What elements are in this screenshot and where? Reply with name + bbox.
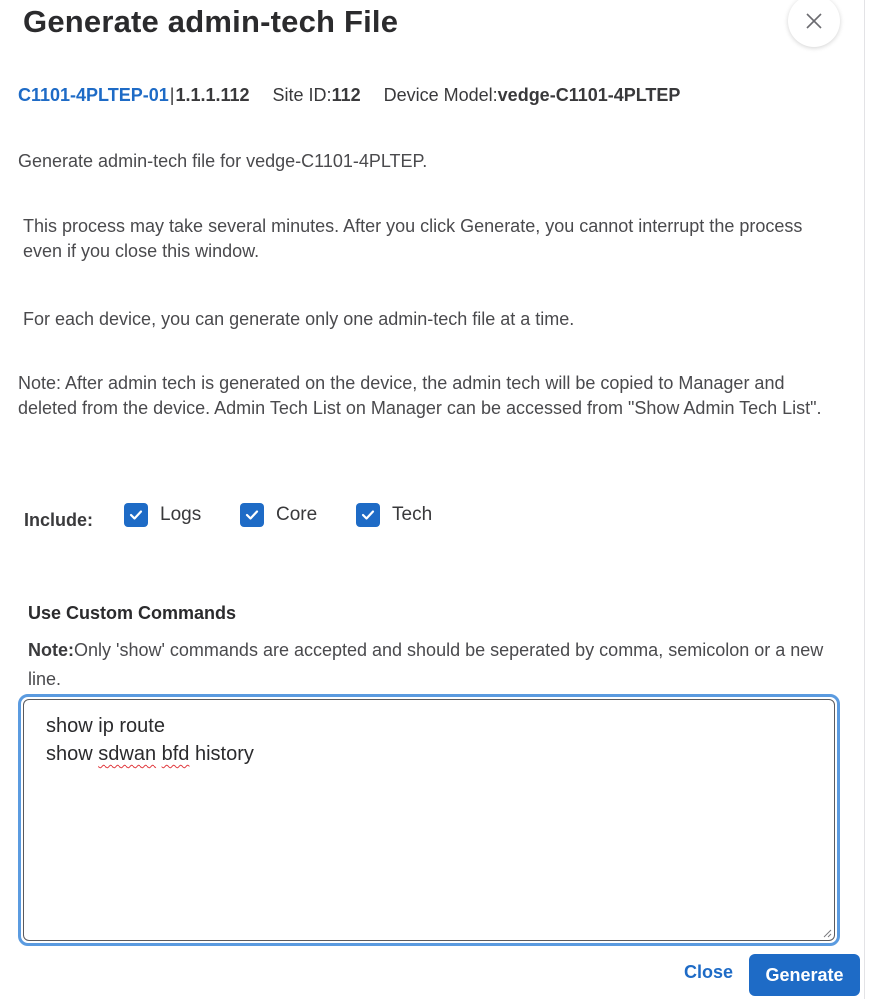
check-icon xyxy=(361,509,375,521)
include-logs-checkbox[interactable] xyxy=(124,503,201,527)
command-text: show ip route xyxy=(46,715,165,737)
close-icon xyxy=(805,12,823,30)
command-line xyxy=(46,712,812,740)
misspelled-word: sdwan xyxy=(98,743,157,765)
custom-commands-note xyxy=(28,636,828,694)
include-core-checkbox[interactable] xyxy=(240,503,317,527)
checkbox-checked[interactable] xyxy=(240,503,264,527)
device-hostname: C1101-4PLTEP-01 xyxy=(18,85,169,105)
dialog-close-button[interactable] xyxy=(788,0,840,47)
include-tech-checkbox[interactable] xyxy=(356,503,432,527)
device-info xyxy=(18,85,680,106)
checkbox-checked[interactable] xyxy=(356,503,380,527)
scrollbar-track xyxy=(864,0,865,999)
command-text: show xyxy=(46,743,99,765)
one-file-text: For each device, you can generate only one admin-tech file at a time. xyxy=(23,309,575,329)
device-model-value: vedge-C1101-4PLTEP xyxy=(497,85,681,105)
include-tech-label: Tech xyxy=(392,504,433,525)
note-label: Note: xyxy=(28,640,74,660)
resize-grip-icon[interactable] xyxy=(822,928,832,938)
device-separator: | xyxy=(169,85,175,105)
device-model-label: Device Model: xyxy=(383,85,498,105)
intro-text: Generate admin-tech file for vedge-C1101-4PLTEP. xyxy=(18,151,428,171)
site-id-value: 112 xyxy=(331,85,361,105)
command-text: history xyxy=(189,743,254,765)
manager-note-text: Note: After admin tech is generated on the device, the admin tech will be copied to Manager and deleted from the device. Admin Tech List on Manager can be accessed from "Show Admin Tech List". xyxy=(18,373,822,418)
close-button[interactable]: Close xyxy=(684,962,734,982)
include-core-label: Core xyxy=(276,504,318,525)
process-warning-text: This process may take several minutes. After you click Generate, you cannot interrupt the process even if you close this window. xyxy=(23,216,803,261)
custom-commands-focus-ring xyxy=(18,694,840,946)
include-logs-label: Logs xyxy=(160,504,202,525)
generate-button[interactable]: Generate xyxy=(749,954,860,996)
include-label: Include: xyxy=(24,509,94,530)
dialog-title: Generate admin-tech File xyxy=(23,4,399,39)
command-line xyxy=(46,740,812,768)
misspelled-word: bfd xyxy=(161,743,190,765)
checkbox-checked[interactable] xyxy=(124,503,148,527)
custom-commands-textarea[interactable] xyxy=(23,699,835,941)
device-ip: 1.1.1.112 xyxy=(175,85,250,105)
note-text: Only 'show' commands are accepted and should be seperated by comma, semicolon or a new line. xyxy=(28,640,824,689)
site-id-label: Site ID: xyxy=(272,85,332,105)
check-icon xyxy=(129,509,143,521)
include-row xyxy=(24,500,93,530)
custom-commands-title: Use Custom Commands xyxy=(28,603,237,623)
check-icon xyxy=(245,509,259,521)
